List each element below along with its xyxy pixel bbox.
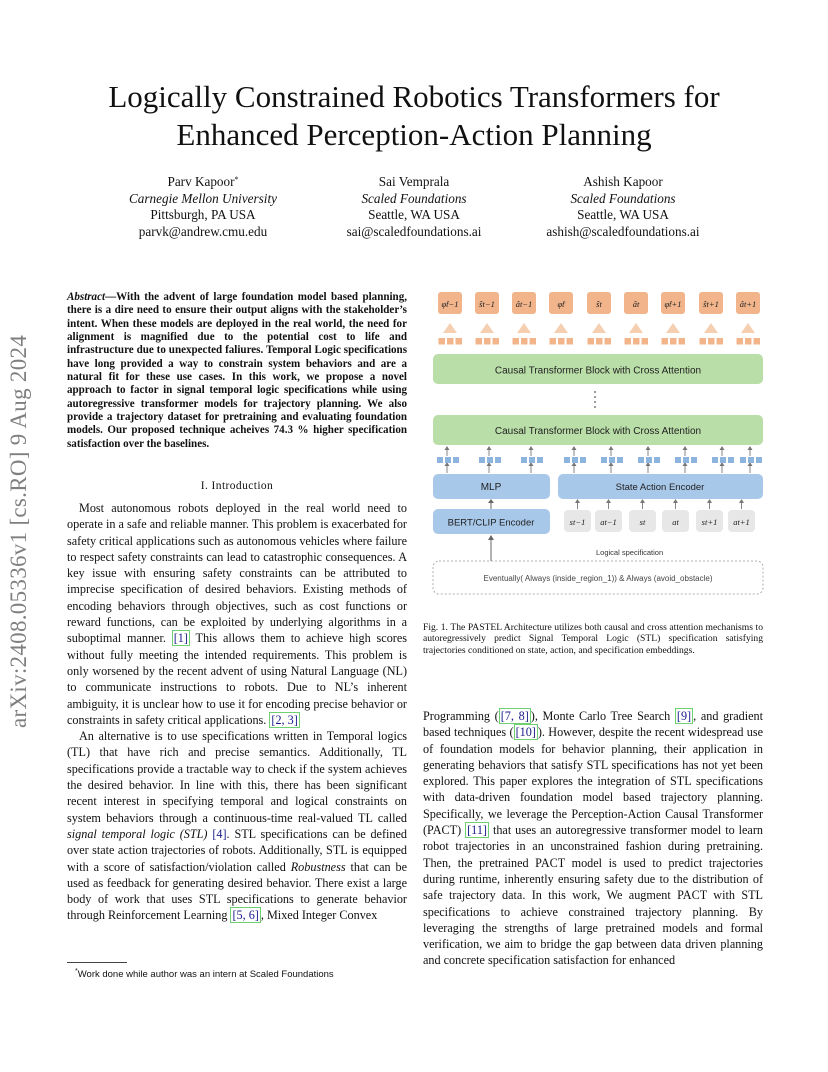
arrow-head bbox=[720, 446, 725, 450]
arrow-head bbox=[529, 446, 534, 450]
output-token-label: ŝt−1 bbox=[479, 299, 495, 309]
author-block-3 bbox=[508, 174, 738, 240]
citation-link[interactable]: [1] bbox=[173, 631, 188, 646]
output-token-label: φ̂t bbox=[557, 299, 565, 309]
bert-clip-encoder-label: BERT/CLIP Encoder bbox=[447, 517, 535, 529]
footnote: *Work done while author was an intern at Scaled Foundations bbox=[75, 968, 334, 981]
embedding-square bbox=[754, 338, 761, 345]
arrow-head bbox=[445, 446, 450, 450]
paragraph: Most autonomous robots deployed in the real world need to operate in a safe and reliable manner. This problem is exacerbated for safety critical applications such as autonomous vehicles where failure to respect safety constraints can lead to catastrophic consequences. A key issue with ensuring safety constraints can be attributed to imprecise specification of desired behaviors. Existing methods of encoding behaviors through objectives, such as cost functions or reward functions, can be exploited by underlying algorithms in a suboptimal manner. [1] This allows them to achieve high scores without fully meeting the intended requirements. This problem is only worsened by the recent advent of using Natural Language (NL) to communicate instructions to robots. Due to NL’s inherent ambiguity, it is unclear how to use it for encoding precise behavior or constraints in safety critical applications. [2, 3] bbox=[67, 501, 407, 727]
upward-arrow bbox=[480, 323, 494, 333]
embedding-square bbox=[588, 338, 595, 345]
citation-link[interactable]: [11] bbox=[467, 823, 487, 838]
transformer-block-top-label: Causal Transformer Block with Cross Attention bbox=[494, 365, 702, 377]
embedding-square bbox=[638, 457, 644, 463]
embedding-square bbox=[495, 457, 501, 463]
arrow-head bbox=[683, 446, 688, 450]
upward-arrow bbox=[666, 323, 680, 333]
embedding-square bbox=[564, 457, 570, 463]
embedding-square bbox=[447, 338, 454, 345]
embedding-square bbox=[550, 338, 557, 345]
author-affiliation: Scaled Foundations bbox=[361, 190, 467, 206]
embedding-square bbox=[633, 338, 640, 345]
embedding-square bbox=[756, 457, 762, 463]
author-name: Parv Kapoor* bbox=[167, 174, 239, 189]
embedding-square bbox=[596, 338, 603, 345]
embedding-square bbox=[617, 457, 623, 463]
embedding-square bbox=[625, 338, 632, 345]
embedding-square bbox=[445, 457, 451, 463]
arrow-head bbox=[748, 446, 753, 450]
embedding-square bbox=[605, 338, 612, 345]
embedding-square bbox=[748, 457, 754, 463]
embedding-square bbox=[479, 457, 485, 463]
section-heading: I. Introduction bbox=[200, 480, 274, 492]
citation-link[interactable]: [7, 8] bbox=[500, 709, 529, 723]
embedding-square-row bbox=[437, 457, 762, 463]
footnote-rule bbox=[67, 962, 127, 963]
citation-link[interactable]: [9] bbox=[676, 709, 692, 723]
arrow-head bbox=[640, 499, 645, 503]
embedding-square bbox=[691, 457, 697, 463]
embedding-square bbox=[700, 338, 707, 345]
upward-arrow-row bbox=[443, 323, 755, 333]
citation-link[interactable]: [10] bbox=[515, 725, 536, 740]
embedding-square bbox=[642, 338, 649, 345]
embedding-square bbox=[720, 457, 726, 463]
embedding-square bbox=[521, 457, 527, 463]
input-token-label: at bbox=[672, 517, 679, 527]
embedding-square bbox=[487, 457, 493, 463]
embedding-square bbox=[484, 338, 491, 345]
embedding-square bbox=[679, 338, 686, 345]
author-block-1 bbox=[88, 174, 318, 240]
author-affiliation: Carnegie Mellon University bbox=[129, 190, 277, 206]
intro-column-right: Programming ( [7, 8] ), Monte Carlo Tree Search [9] , and gradient based techniques ( [10] ). However, despite the recent widespread use of foundation models for behavior planning, their application in generating behaviors that satisfy STL specifications has not yet been explored. This paper explores the integration of STL specifications with data-driven foundation model based trajectory planning. Specifically, we leverage the Perception-Action Causal Transformer (PACT) [11] that uses an autoregressive transformer model to learn robot trajectories in an unconstrained fashion during pretraining. Then, the pretrained PACT model is used to predict trajectories during runtime, inherently ensuring safety due to the distribution of safe trajectory data. In this work, We augment PACT with STL specifications to achieve constrained trajectory planning. By leveraging the strengths of large pretrained models and formal verification, we aim to bridge the gap between data driven planning and concrete specification satisfaction for enhanced bbox=[423, 709, 763, 968]
paper-title bbox=[40, 78, 788, 154]
upward-arrow bbox=[629, 323, 643, 333]
embedding-square bbox=[558, 338, 565, 345]
embedding-square bbox=[572, 457, 578, 463]
embedding-square bbox=[601, 457, 607, 463]
arrow-head bbox=[673, 499, 678, 503]
arrow-head bbox=[707, 499, 712, 503]
author-location: Pittsburgh, PA USA bbox=[150, 207, 256, 223]
input-token-label: st bbox=[639, 517, 646, 527]
abstract-label: Abstract bbox=[67, 291, 106, 303]
author-affiliation: Scaled Foundations bbox=[570, 190, 676, 206]
output-token-row bbox=[438, 292, 760, 314]
upward-arrow bbox=[704, 323, 718, 333]
title-line-2: Enhanced Perception-Action Planning bbox=[176, 117, 652, 152]
output-token-label: ât−1 bbox=[515, 299, 533, 309]
output-token-label: φ̂t+1 bbox=[664, 299, 682, 309]
embedding-square bbox=[439, 338, 446, 345]
upward-arrow bbox=[592, 323, 606, 333]
embedding-square bbox=[513, 338, 520, 345]
author-email: ashish@scaledfoundations.ai bbox=[546, 223, 700, 239]
embedding-square bbox=[712, 457, 718, 463]
embedding-square bbox=[740, 457, 746, 463]
output-token-label: ât+1 bbox=[739, 299, 757, 309]
citation-link[interactable]: [4] bbox=[207, 826, 227, 841]
embedding-square bbox=[521, 338, 528, 345]
mlp-label: MLP bbox=[480, 482, 502, 493]
arrow-head bbox=[572, 446, 577, 450]
embedding-square bbox=[609, 457, 615, 463]
author-email: parvk@andrew.cmu.edu bbox=[138, 223, 268, 239]
embedding-square bbox=[728, 457, 734, 463]
author-block-2 bbox=[299, 174, 529, 240]
embedding-square bbox=[453, 457, 459, 463]
output-token-label: ŝt bbox=[596, 299, 602, 309]
output-token-label: ŝt+1 bbox=[703, 299, 719, 309]
arrow-head bbox=[487, 446, 492, 450]
architecture-figure bbox=[423, 284, 768, 604]
arrow-head bbox=[646, 446, 651, 450]
embedding-square bbox=[654, 457, 660, 463]
input-token-label: at+1 bbox=[733, 517, 750, 527]
output-token-label: ât bbox=[632, 299, 640, 309]
logical-spec-label: Logical specification bbox=[596, 548, 664, 557]
upward-arrow bbox=[517, 323, 531, 333]
arrow-head bbox=[606, 499, 611, 503]
embedding-square bbox=[646, 457, 652, 463]
embedding-square bbox=[493, 338, 500, 345]
embedding-square bbox=[745, 338, 752, 345]
embedding-square bbox=[675, 457, 681, 463]
figure-caption: Fig. 1. The PASTEL Architecture utilizes both causal and cross attention mechanisms to autoregressively predict Signal Temporal Logic (STL) specification satisfying trajectories conditioned on state, action, and specification embeddings. bbox=[423, 622, 763, 656]
intro-column-left bbox=[67, 500, 407, 924]
input-token-row bbox=[564, 499, 755, 532]
author-name: Sai Vemprala bbox=[378, 174, 450, 189]
author-footnote-mark: * bbox=[234, 175, 239, 184]
citation-link[interactable]: [5, 6] bbox=[232, 908, 259, 923]
input-token-label: st−1 bbox=[569, 517, 586, 527]
ellipsis-dots bbox=[594, 391, 596, 408]
embedding-square bbox=[717, 338, 724, 345]
title-line-1: Logically Constrained Robotics Transformers for bbox=[108, 79, 720, 114]
upward-arrow bbox=[443, 323, 457, 333]
output-token-label: φ̂t−1 bbox=[441, 299, 459, 309]
embedding-square bbox=[708, 338, 715, 345]
input-token-label: at−1 bbox=[600, 517, 617, 527]
citation-link[interactable]: [2, 3] bbox=[271, 712, 298, 727]
paragraph: An alternative is to use specifications written in Temporal logics (TL) that have rich and precise semantics. Additionally, TL specifications provide a tractable way to check if the system achieves the desired behavior. In line with this, there has been significant recent interest in specifying temporal and logical constraints on system behaviors through a continuous-time real-valued TL called signal temporal logic (STL) [4]. STL specifications can be defined over state action trajectories of robots. Additionally, STL is equipped with a score of satisfaction/violation called Robustness that can be used as feedback for generating desired behavior. There exist a large body of work that uses STL specifications to generate behavior through Reinforcement Learning [5, 6] , Mixed Integer Convex bbox=[67, 729, 407, 923]
embedding-square-row bbox=[439, 338, 761, 345]
embedding-square bbox=[530, 338, 537, 345]
embedding-square bbox=[567, 338, 574, 345]
abstract bbox=[67, 291, 407, 451]
author-name: Ashish Kapoor bbox=[583, 174, 663, 189]
author-location: Seattle, WA USA bbox=[577, 207, 669, 223]
upward-arrow bbox=[554, 323, 568, 333]
embedding-square bbox=[476, 338, 483, 345]
embedding-square bbox=[456, 338, 463, 345]
arrow-head bbox=[609, 446, 614, 450]
embedding-square bbox=[683, 457, 689, 463]
embedding-square bbox=[662, 338, 669, 345]
embedding-square bbox=[537, 457, 543, 463]
arrow-head bbox=[575, 499, 580, 503]
architecture-diagram bbox=[423, 284, 768, 604]
input-token-label: st+1 bbox=[701, 517, 718, 527]
author-location: Seattle, WA USA bbox=[368, 207, 460, 223]
embedding-square bbox=[670, 338, 677, 345]
abstract-text: —With the advent of large foundation model based planning, there is a dire need to ensure their output aligns with the stakeholder’s intent. When these models are deployed in the real world, the need for alignment is magnified due to the potential cost to life and infrastructure due to unexpected faliures. Temporal Logic specifications have long provided a way to constrain system behaviors and are a natural fit for these use cases. In this work, we propose a novel approach to factor in signal temporal logic specifications while using autoregressive transformer models for trajectory planning. We also provide a trajectory dataset for pretraining and evaluating foundation models. Our proposed technique acheives 74.3 % higher specification satisfaction over the baselines. bbox=[67, 291, 407, 450]
embedding-square bbox=[737, 338, 744, 345]
arrow-head bbox=[739, 499, 744, 503]
embedding-square bbox=[580, 457, 586, 463]
upward-arrow bbox=[741, 323, 755, 333]
embedding-square bbox=[437, 457, 443, 463]
spec-formula: Eventually( Always (inside_region_1)) & Always (avoid_obstacle) bbox=[483, 574, 713, 583]
arxiv-stamp: arXiv:2408.05336v1 [cs.RO] 9 Aug 2024 bbox=[6, 334, 31, 728]
embedding-square bbox=[529, 457, 535, 463]
author-email: sai@scaledfoundations.ai bbox=[346, 223, 482, 239]
state-action-encoder-label: State Action Encoder bbox=[615, 482, 705, 493]
transformer-block-bottom-label: Causal Transformer Block with Cross Attention bbox=[494, 426, 702, 437]
